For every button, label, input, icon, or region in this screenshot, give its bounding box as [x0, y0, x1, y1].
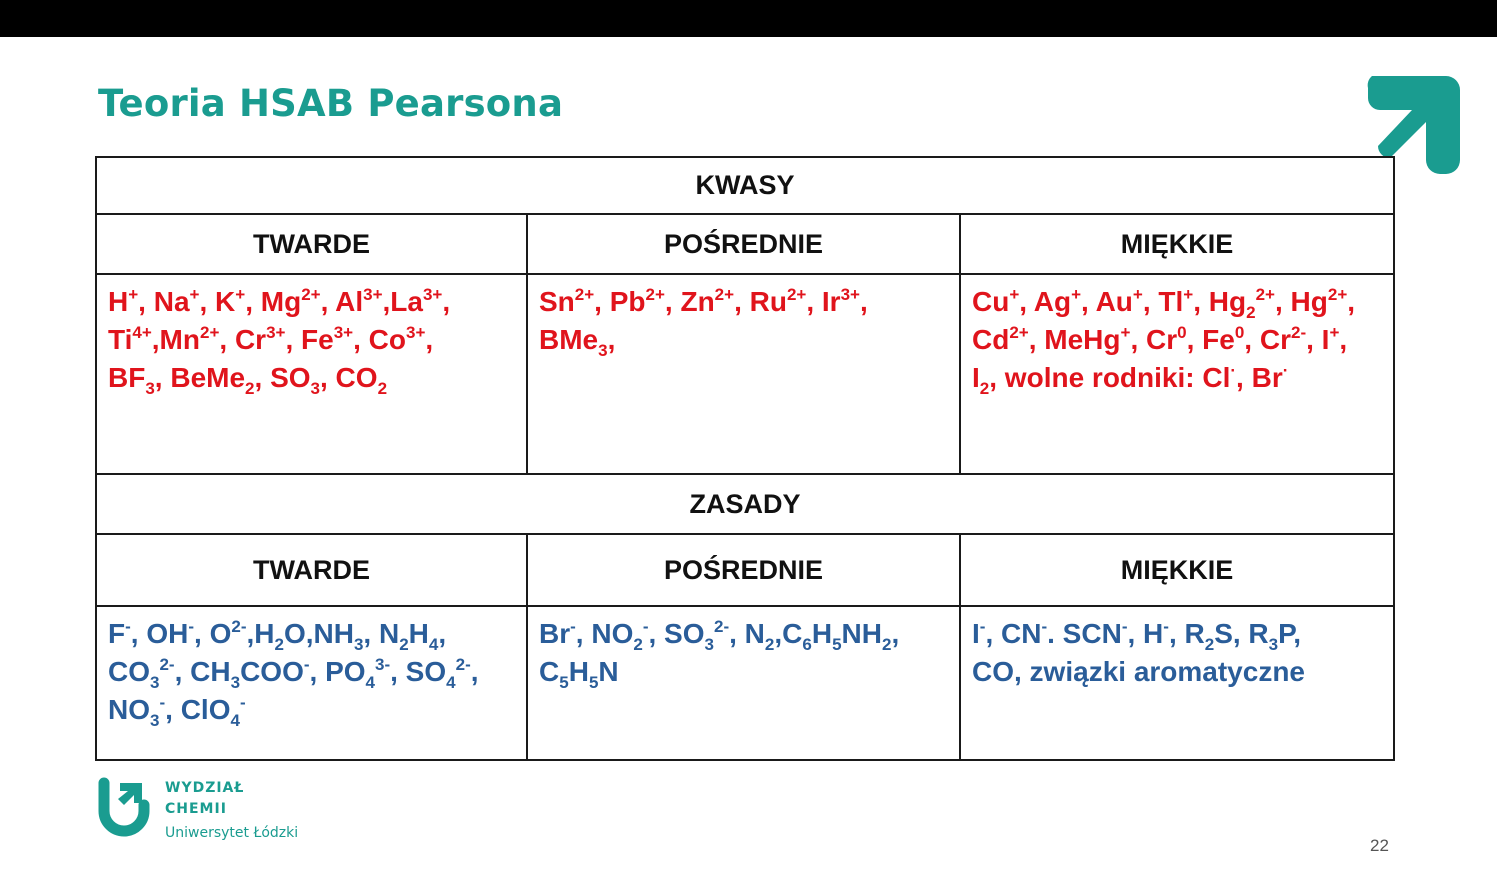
- acids-borderline-formulas: $Sn^{2+}$, $Pb^{2+}$, $Zn^{2+}$, $Ru^{2+}$, $Ir^{3+}$, BMe$_3$,: [539, 285, 868, 360]
- acids-hard-cell: [96, 274, 527, 474]
- university-name: Uniwersytet Łódzki: [165, 825, 299, 841]
- bases-soft-cell: [960, 606, 1394, 760]
- bases-soft-header: MIĘKKIE: [960, 534, 1394, 606]
- acids-header: KWASY: [96, 157, 1394, 214]
- bases-borderline-header: POŚREDNIE: [527, 534, 960, 606]
- bases-soft-formulas: I-, CN-. SCN-, H-, $R_2S$, $R_3P$, CO, związki aromatyczne: [972, 617, 1306, 687]
- acids-hard-formulas: H+, Na+, K+, $Mg^{2+}$, $Al^{3+},La^{3+}$, $Ti^{4+},Mn^{2+}$, $Cr^{3+}$, $Fe^{3+}$, $Co^{3+}$, $BF_3$, BeMe$_2$, $SO_3$, $CO_2$: [108, 285, 451, 398]
- faculty-name: [165, 778, 298, 844]
- acids-hard-header: TWARDE: [96, 214, 527, 274]
- hsab-table: [95, 156, 1395, 761]
- faculty-line-1: WYDZIAŁ: [165, 780, 245, 796]
- page-number: 22: [1370, 836, 1389, 855]
- faculty-line-2: CHEMII: [165, 801, 227, 817]
- bases-borderline-cell: [527, 606, 960, 760]
- acids-soft-cell: [960, 274, 1394, 474]
- bases-hard-formulas: F-, OH-, $O^{2-},H_2O,NH_3$, $N_2H_4$, $CO_3^{2-}$, $CH_3COO^-$, $PO_4^{3-}$, $SO_4^{2-}$, $NO_3^-$, ClO$_4$-: [108, 617, 479, 730]
- bases-borderline-formulas: Br-, $NO_2^-$, $SO_3^{2-}$, $N_2,C_6H_5NH_2$, $C_5H_5N$: [539, 617, 900, 692]
- bases-header: ZASADY: [96, 474, 1394, 534]
- slide-title: Teoria HSAB Pearsona: [98, 82, 564, 125]
- top-black-bar: [0, 0, 1497, 37]
- acids-borderline-cell: [527, 274, 960, 474]
- acids-borderline-header: POŚREDNIE: [527, 214, 960, 274]
- bases-hard-cell: [96, 606, 527, 760]
- bases-hard-header: TWARDE: [96, 534, 527, 606]
- acids-soft-formulas: Cu+, Ag+, Au+, Tl+, $Hg_2^{2+}$, $Hg^{2+}$, $Cd^{2+}$, MeHg+, Cr$^0$, Fe$^0$, $Cr^{2-}$, I+, $I_2$, wolne rodniki: Cl·, Br·: [972, 285, 1356, 398]
- university-logo-icon: [96, 775, 152, 841]
- acids-soft-header: MIĘKKIE: [960, 214, 1394, 274]
